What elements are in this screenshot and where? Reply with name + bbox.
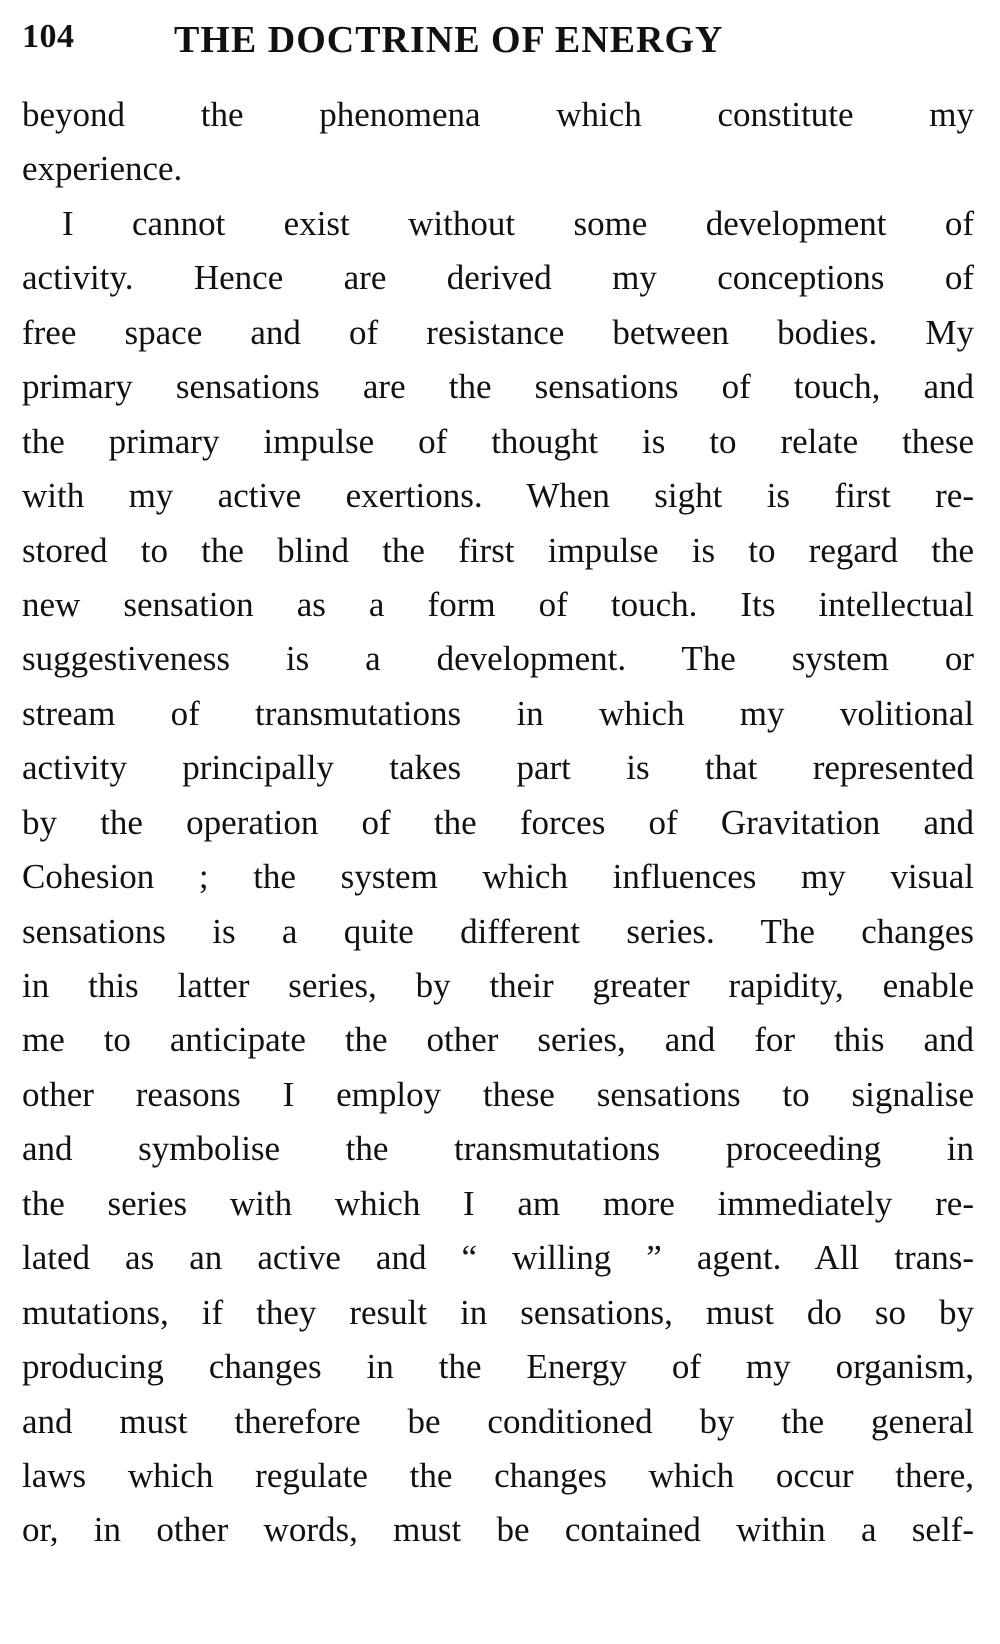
text-line: stream of transmutations in which my volitional [22,693,974,733]
body-text [22,88,974,1558]
text-line: activity principally takes part is that represented [22,748,974,788]
text-line: the primary impulse of thought is to relate these [22,421,974,461]
text-line: I cannot exist without some development of [62,203,974,243]
text-line: suggestiveness is a development. The system or [22,639,974,679]
running-head [22,12,972,72]
text-line: with my active exertions. When sight is first re- [22,476,974,516]
page-number: 104 [22,18,75,55]
paragraph [22,88,974,197]
text-line: producing changes in the Energy of my organism, [22,1347,974,1387]
text-line: other reasons I employ these sensations to signalise [22,1074,974,1114]
running-title: THE DOCTRINE OF ENERGY [174,19,724,61]
text-line: laws which regulate the changes which occur there, [22,1455,974,1495]
text-line: new sensation as a form of touch. Its intellectual [22,584,974,624]
text-line: and must therefore be conditioned by the general [22,1401,974,1441]
text-line: in this latter series, by their greater rapidity, enable [22,966,974,1005]
text-line: mutations, if they result in sensations, must do so by [22,1292,974,1332]
text-line: sensations is a quite different series. The changes [22,911,974,951]
text-line: and symbolise the transmutations proceeding in [22,1129,974,1169]
text-line: me to anticipate the other series, and for this and [22,1020,974,1060]
text-line: or, in other words, must be contained within a self- [22,1510,974,1550]
text-line: primary sensations are the sensations of touch, and [22,367,974,407]
text-line: beyond the phenomena which constitute my [22,95,974,134]
text-line: the series with which I am more immediately re- [22,1183,974,1223]
text-line: Cohesion ; the system which influences my visual [22,857,974,897]
text-line: experience. [22,149,183,189]
text-line: by the operation of the forces of Gravitation and [22,802,974,842]
text-line: stored to the blind the first impulse is to regard the [22,530,974,570]
text-line: lated as an active and “ willing ” agent. All trans- [22,1238,974,1278]
text-line: free space and of resistance between bodies. My [22,312,974,352]
paragraph [22,197,974,1558]
text-line: activity. Hence are derived my conceptions of [22,258,974,298]
